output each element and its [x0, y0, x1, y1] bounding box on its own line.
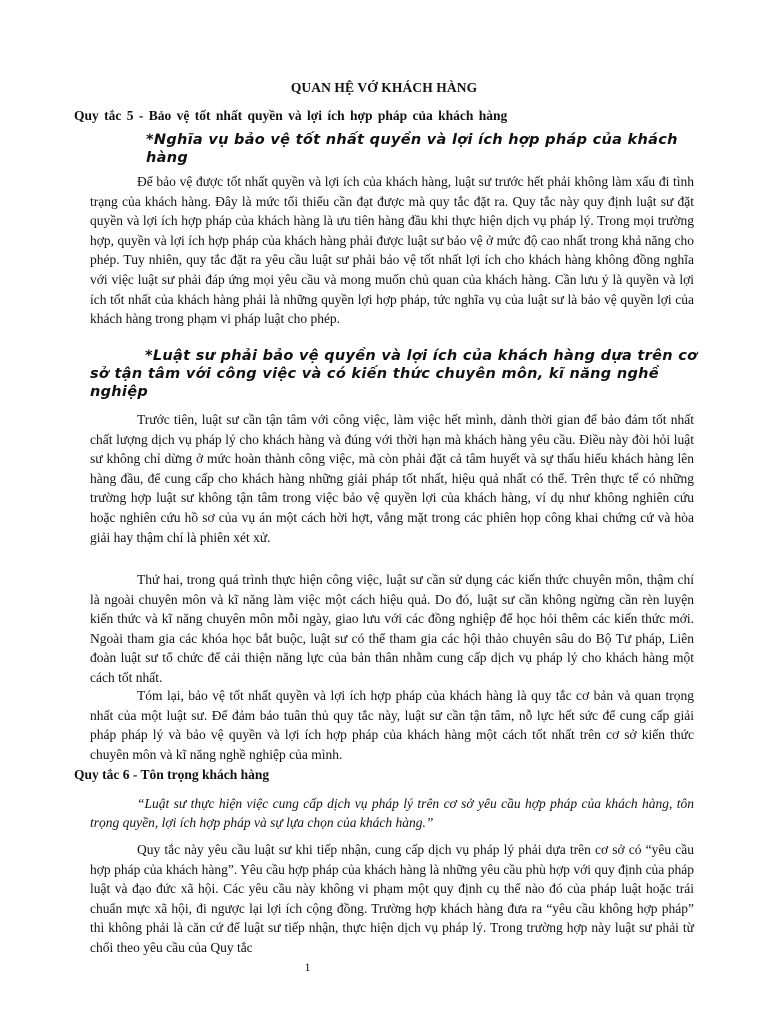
page-number: 1 — [304, 960, 311, 974]
rule6-heading: Quy tắc 6 - Tôn trọng khách hàng — [74, 767, 270, 782]
paragraph-2: Trước tiên, luật sư cần tận tâm với công việc, làm việc hết mình, dành thời gian để bảo đảm tốt nhất chất lượng dịch vụ pháp lý cho khách hàng và đúng với thời hạn mà khách hàng yêu cầu. Điều này đòi hỏi luật sư không chỉ dừng ở mức hoàn thành công việc, mà còn phải đặt cả tâm huyết và sự thấu hiểu khách hàng lên hàng đầu, để cung cấp cho khách hàng những giải pháp tốt nhất, hiệu quả nhất có thể. Trên thực tế có những trường hợp luật sư không tận tâm trong việc bảo vệ quyền lợi của khách hàng, ví dụ như không nghiên cứu hoặc nghiên cứu hồ sơ của vụ án một cách hời hợt, vắng mặt trong các phiên họp công khai chứng cứ và hòa giải hay thậm chí là phiên xét xử. — [90, 412, 694, 545]
paragraph-5: Quy tắc này yêu cầu luật sư khi tiếp nhận, cung cấp dịch vụ pháp lý phải dựa trên cơ sở có “yêu cầu hợp pháp của khách hàng”. Yêu cầu hợp pháp của khách hàng là những yêu cầu phù hợp với quy định của pháp luật và đạo đức xã hội. Các yêu cầu này không vi phạm một quy định cụ thể nào đó của pháp luật hoặc trái chuẩn mực xã hội, đi ngược lại lợi ích cộng đồng. Trường hợp khách hàng đưa ra “yêu cầu không hợp pháp” thì không phải là căn cứ để luật sư tiếp nhận, thực hiện dịch vụ pháp lý. Trong trường hợp này luật sư phải từ chối theo yêu cầu của Quy tắc — [90, 842, 694, 955]
subheading-duty: *Nghĩa vụ bảo vệ tốt nhất quyền và lợi ích hợp pháp của khách hàng — [146, 132, 678, 166]
subheading-dedication: *Luật sư phải bảo vệ quyền và lợi ích của khách hàng dựa trên cơ sở tận tâm với công việc và có kiến thức chuyên môn, kĩ năng nghề nghiệp — [90, 348, 698, 400]
paragraph-4: Tóm lại, bảo vệ tốt nhất quyền và lợi ích hợp pháp của khách hàng là quy tắc cơ bản và quan trọng nhất của một luật sư. Để đảm bảo tuân thủ quy tắc này, luật sư cần tận tâm, nỗ lực hết sức để cung cấp giải pháp pháp lý và bảo vệ quyền và lợi ích hợp pháp của khách hàng một cách tốt nhất trên cơ sở kiến thức chuyên môn và kĩ năng nghề nghiệp của mình. — [90, 688, 694, 762]
rule6-quote: “Luật sư thực hiện việc cung cấp dịch vụ pháp lý trên cơ sở yêu cầu hợp pháp của khách hàng, tôn trọng quyền, lợi ích hợp pháp và sự lựa chọn của khách hàng.” — [90, 796, 694, 830]
paragraph-1: Để bảo vệ được tốt nhất quyền và lợi ích của khách hàng, luật sư trước hết phải không làm xấu đi tình trạng của khách hàng. Đây là mức tối thiểu cần đạt được mà quy tắc đặt ra. Quy tắc này quy định luật sư đặt quyền và lợi ích hợp pháp của khách hàng là ưu tiên hàng đầu khi thực hiện dịch vụ pháp lý. Trong mọi trường hợp, quyền và lợi ích hợp pháp của khách hàng phải được luật sư bảo vệ ở mức độ cao nhất trong khả năng cho phép. Tuy nhiên, quy tắc đặt ra yêu cầu luật sư phải bảo vệ tốt nhất lợi ích cho khách hàng không đồng nghĩa với việc luật sư phải đáp ứng mọi yêu cầu và mong muốn chủ quan của khách hàng. Cần lưu ý là quyền và lợi ích tốt nhất của khách hàng phải là những quyền lợi hợp pháp, tức nghĩa vụ của luật sư là bảo vệ quyền lợi của khách hàng trong phạm vi pháp luật cho phép. — [90, 174, 694, 327]
paragraph-3: Thứ hai, trong quá trình thực hiện công việc, luật sư cần sử dụng các kiến thức chuyên môn, thậm chí là ngoài chuyên môn và kĩ năng làm việc một cách hiệu quả. Do đó, luật sư cần không ngừng cần rèn luyện kiến thức và kĩ năng chuyên môn mỗi ngày, giao lưu với các đồng nghiệp để học hỏi thêm các kiến thức mới. Ngoài tham gia các khóa học bắt buộc, luật sư có thể tham gia các hội thảo chuyên sâu do Bộ Tư pháp, Liên đoàn luật sư tổ chức để cải thiện năng lực của bản thân nhằm cung cấp dịch vụ pháp lý cho khách hàng một cách tốt nhất. — [90, 572, 694, 685]
document-title: QUAN HỆ VỚ KHÁCH HÀNG — [290, 80, 478, 95]
rule5-heading: Quy tắc 5 - Bảo vệ tốt nhất quyền và lợi ích hợp pháp của khách hàng — [74, 108, 508, 123]
